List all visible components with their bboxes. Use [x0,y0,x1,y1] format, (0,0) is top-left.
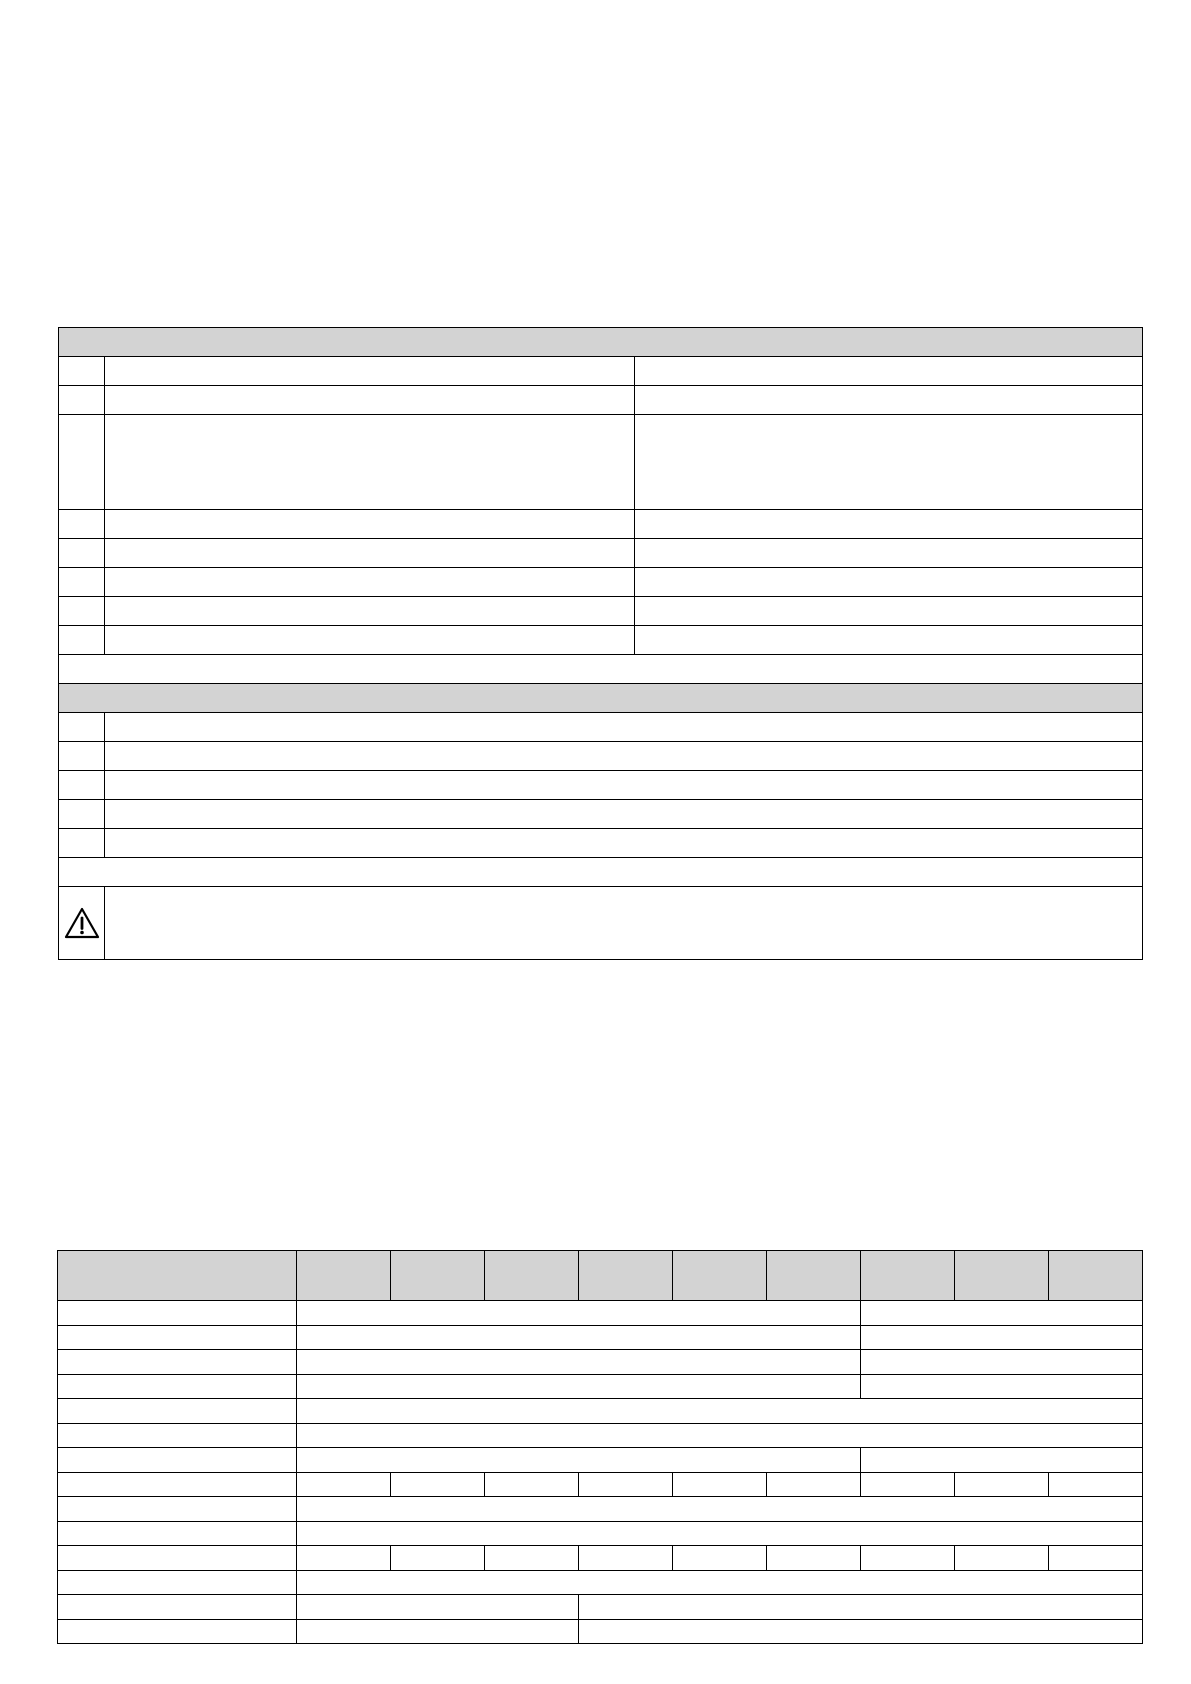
warning-row [59,887,1143,960]
spec-row [58,1619,1143,1644]
row-value [635,539,1143,568]
spec-row [58,1595,1143,1620]
row-text [105,713,1143,742]
spec-header-col [861,1251,955,1301]
row-number [59,539,105,568]
spec-row-value [297,1570,1143,1595]
spec-row [58,1521,1143,1546]
spec-row-value [955,1472,1049,1497]
row-label [105,510,635,539]
spec-row-label [58,1350,297,1375]
table-row [59,742,1143,771]
spacer-row [59,858,1143,887]
spec-row-value [861,1546,955,1571]
spec-header-row [58,1251,1143,1301]
spec-row-value [955,1546,1049,1571]
spec-header-col [1049,1251,1143,1301]
spec-row-label [58,1546,297,1571]
spec-header-col [673,1251,767,1301]
spec-row-label [58,1497,297,1522]
spec-row [58,1301,1143,1326]
spec-row-value [297,1497,1143,1522]
row-label [105,357,635,386]
section-header [59,328,1143,357]
spec-row-value [579,1595,1143,1620]
spec-row-value [391,1546,485,1571]
spec-row-value [485,1472,579,1497]
spec-row-value [579,1619,1143,1644]
spec-row [58,1350,1143,1375]
spacer-cell [59,858,1143,887]
specification-table [57,1250,1143,1644]
spec-row [58,1448,1143,1473]
spec-header-col [485,1251,579,1301]
spec-row-label [58,1521,297,1546]
table-row [59,713,1143,742]
row-label [105,597,635,626]
spec-row-value [861,1472,955,1497]
spec-header-col [767,1251,861,1301]
spec-row-value [861,1301,1143,1326]
spec-row-value [297,1521,1143,1546]
spec-row-label [58,1619,297,1644]
spec-header-col [297,1251,391,1301]
spec-header-label [58,1251,297,1301]
row-value [635,357,1143,386]
spec-row-label [58,1570,297,1595]
row-number [59,829,105,858]
spec-header-col [955,1251,1049,1301]
spec-row-value [297,1325,861,1350]
row-label [105,415,635,510]
spec-header-col [391,1251,485,1301]
warning-text [105,887,1143,960]
row-number [59,742,105,771]
spec-row-value [297,1619,579,1644]
row-number [59,771,105,800]
spec-row-label [58,1325,297,1350]
row-value [635,626,1143,655]
row-text [105,800,1143,829]
section-header [59,684,1143,713]
spec-row-value [297,1399,1143,1424]
row-value [635,568,1143,597]
spec-row-value [297,1595,579,1620]
spec-row-label [58,1301,297,1326]
row-text [105,771,1143,800]
spec-row-value [861,1325,1143,1350]
spec-row-label [58,1423,297,1448]
spacer-row [59,655,1143,684]
spec-row-value [1049,1472,1143,1497]
spec-row-value [297,1546,391,1571]
table-row [59,357,1143,386]
table-row [59,829,1143,858]
section-header-row [59,684,1143,713]
spec-row-value [579,1472,673,1497]
table-row [59,568,1143,597]
spec-row-value [297,1350,861,1375]
spec-row-value [767,1472,861,1497]
row-number [59,415,105,510]
spec-row-value [297,1472,391,1497]
spec-row-value [297,1301,861,1326]
spec-row-value [673,1472,767,1497]
spec-row [58,1472,1143,1497]
row-value [635,510,1143,539]
table-row [59,800,1143,829]
spec-row-value [767,1546,861,1571]
spec-row-label [58,1472,297,1497]
row-text [105,742,1143,771]
row-number [59,386,105,415]
spec-row-value [861,1374,1143,1399]
spec-row-label [58,1374,297,1399]
spec-row-value [861,1350,1143,1375]
row-number [59,357,105,386]
spec-header-col [579,1251,673,1301]
spec-row-value [297,1374,861,1399]
spec-row-value [297,1448,861,1473]
row-number [59,800,105,829]
row-number [59,713,105,742]
row-text [105,829,1143,858]
spec-row-value [861,1448,1143,1473]
row-number [59,510,105,539]
row-number [59,568,105,597]
spec-row-label [58,1595,297,1620]
spec-row-value [485,1546,579,1571]
warning-triangle-icon [59,907,104,939]
table-row [59,386,1143,415]
row-label [105,539,635,568]
table-row [59,597,1143,626]
spec-row [58,1399,1143,1424]
spec-row [58,1570,1143,1595]
row-value [635,597,1143,626]
spec-row [58,1374,1143,1399]
row-number [59,626,105,655]
spec-row-label [58,1399,297,1424]
row-number [59,597,105,626]
section-header-row [59,328,1143,357]
spec-row-label [58,1448,297,1473]
row-label [105,568,635,597]
row-label [105,386,635,415]
spec-row [58,1423,1143,1448]
table-row [59,771,1143,800]
spec-row [58,1325,1143,1350]
warning-icon-cell [59,887,105,960]
spec-row [58,1497,1143,1522]
row-value [635,386,1143,415]
table-row [59,539,1143,568]
spec-row-value [579,1546,673,1571]
table-row [59,626,1143,655]
row-label [105,626,635,655]
spec-row [58,1546,1143,1571]
feature-table [58,327,1143,960]
spec-row-value [297,1423,1143,1448]
row-value [635,415,1143,510]
spec-row-value [1049,1546,1143,1571]
table-row [59,415,1143,510]
spec-row-value [391,1472,485,1497]
spacer-cell [59,655,1143,684]
table-row [59,510,1143,539]
spec-row-value [673,1546,767,1571]
